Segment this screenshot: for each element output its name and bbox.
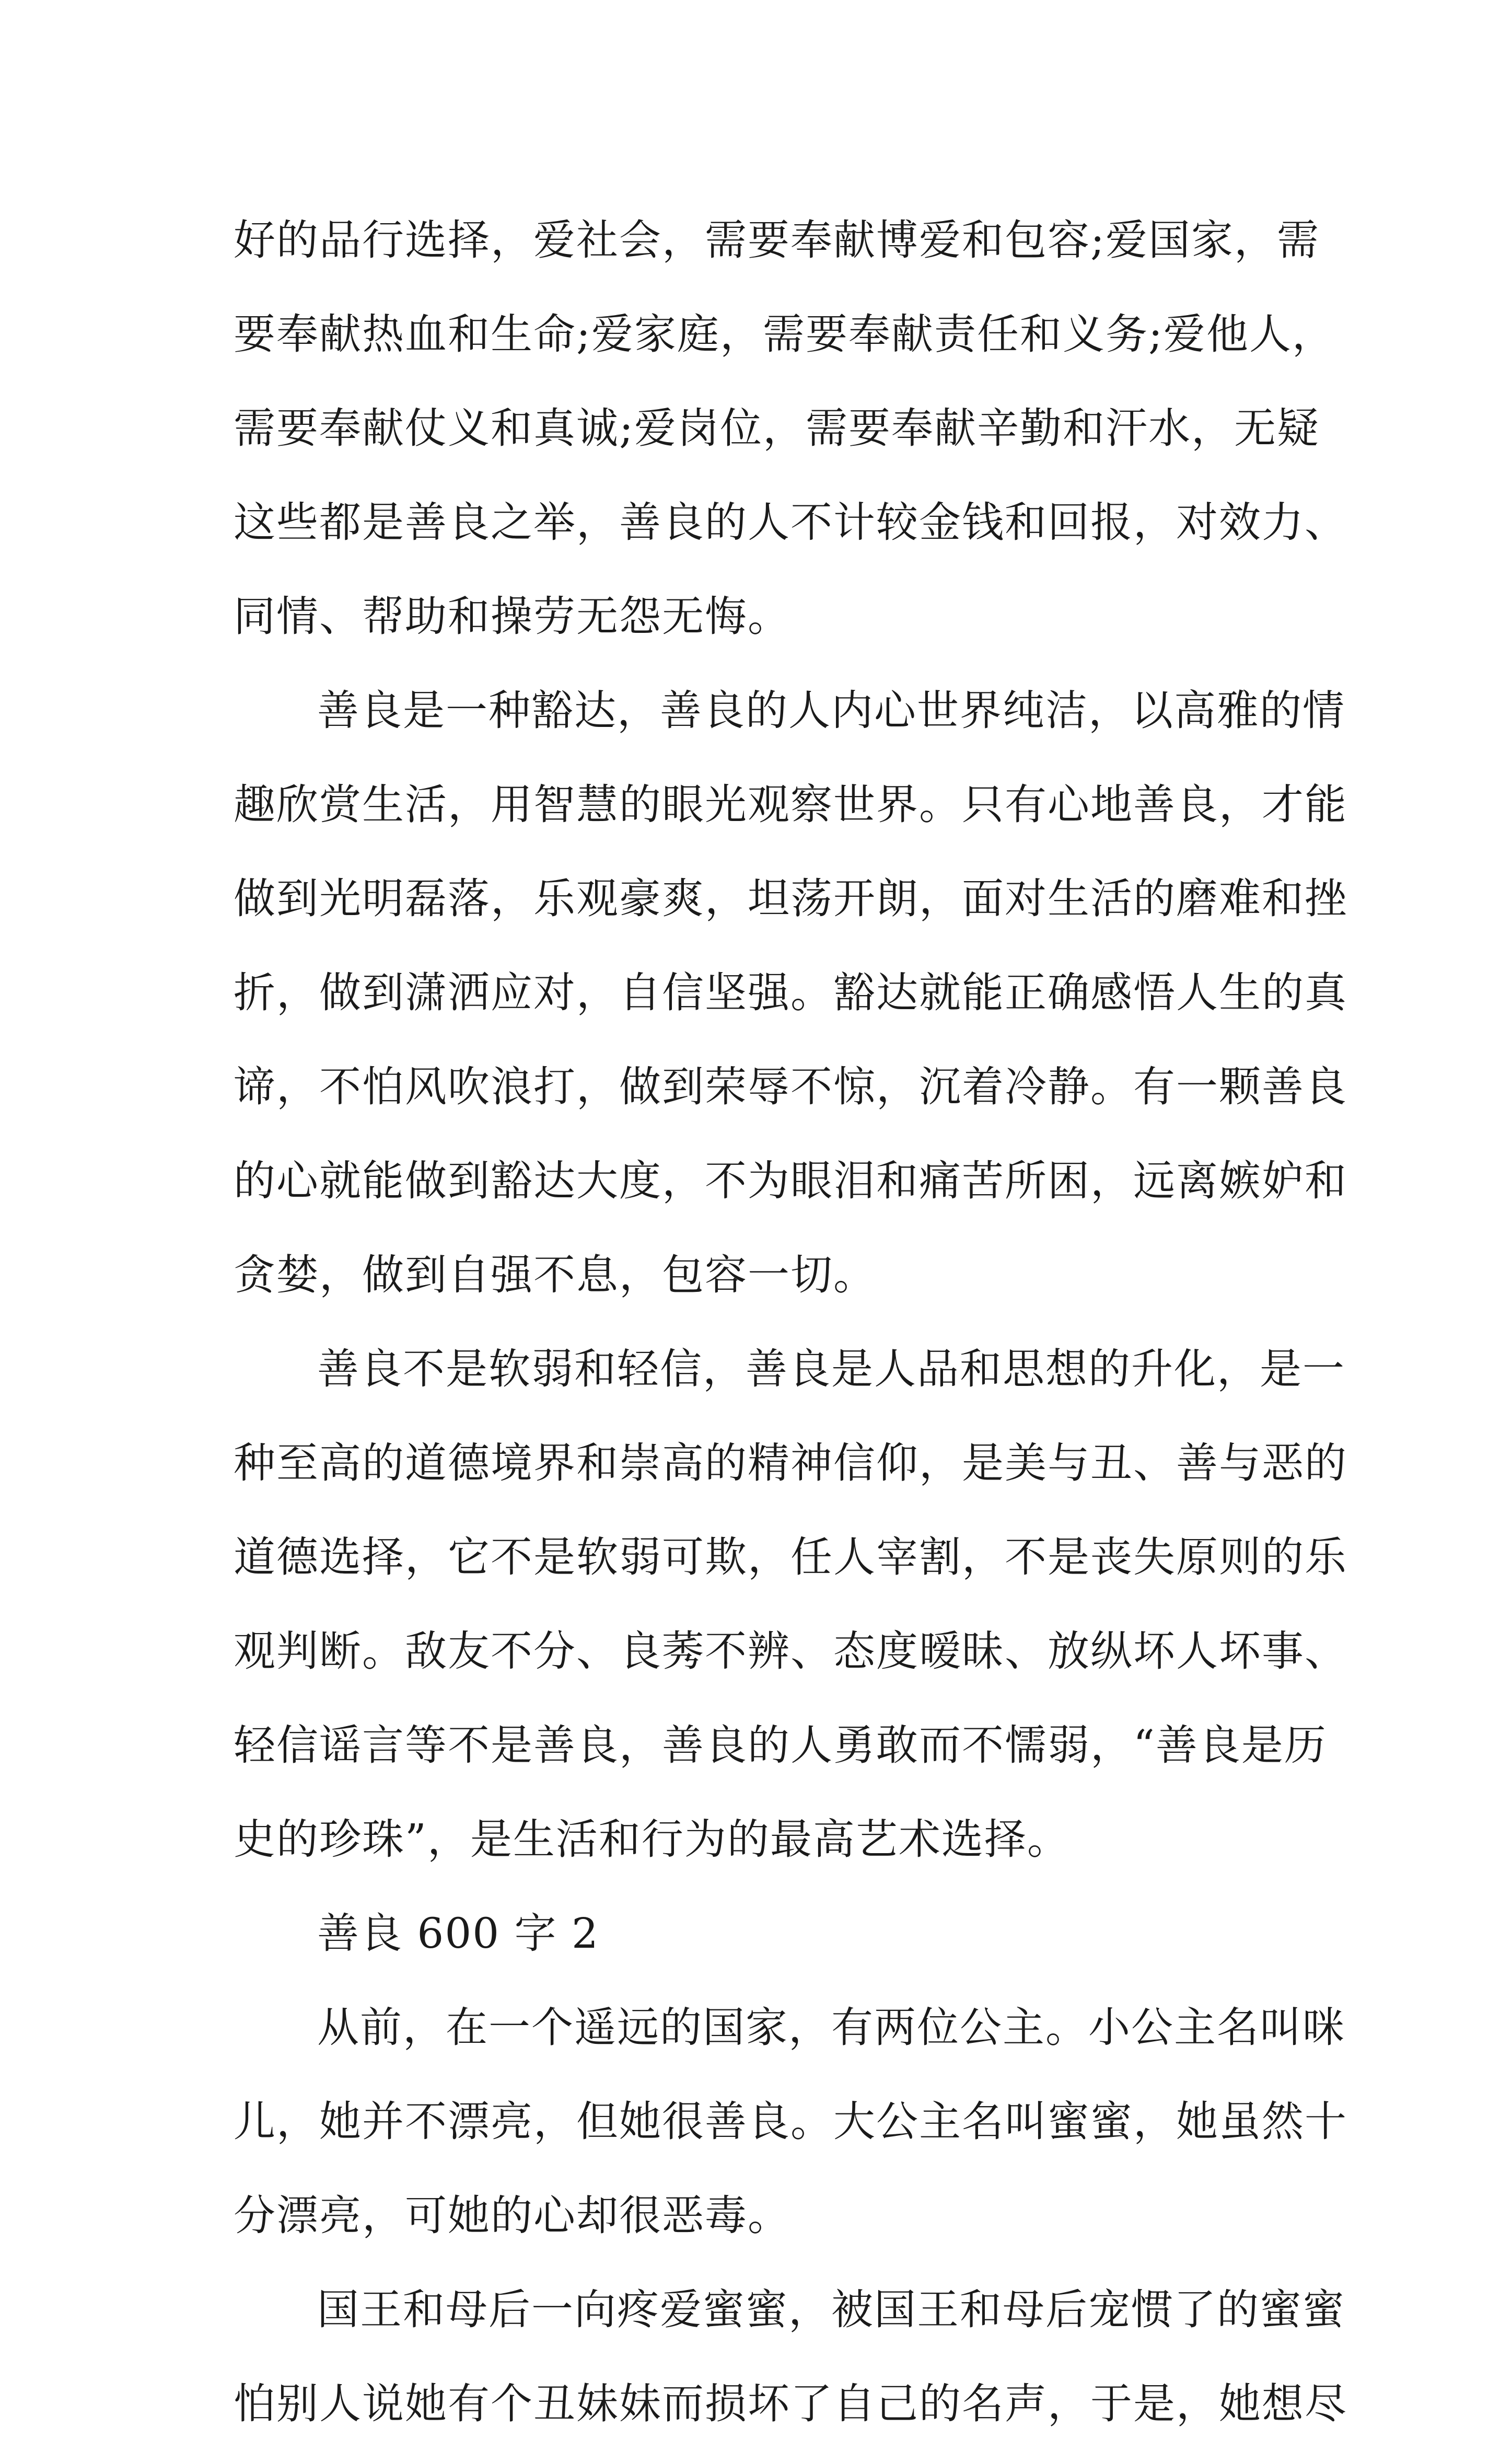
text-line: 善良是一种豁达，善良的人内心世界纯洁，以高雅的情 bbox=[317, 686, 1345, 735]
text-line: 折，做到潇洒应对，自信坚强。豁达就能正确感悟人生的真 bbox=[234, 968, 1347, 1017]
text-line: 善良不是软弱和轻信，善良是人品和思想的升化，是一 bbox=[317, 1345, 1345, 1393]
text-line: 分漂亮，可她的心却很恶毒。 bbox=[234, 2191, 790, 2240]
text-line: 种至高的道德境界和崇高的精神信仰，是美与丑、善与恶的 bbox=[234, 1439, 1347, 1487]
text-line: 好的品行选择，爱社会，需要奉献博爱和包容;爱国家，需 bbox=[234, 216, 1320, 264]
text-line: 道德选择，它不是软弱可欺，任人宰割，不是丧失原则的乐 bbox=[234, 1533, 1347, 1581]
text-line: 趣欣赏生活，用智慧的眼光观察世界。只有心地善良，才能 bbox=[234, 780, 1347, 829]
paragraph bbox=[234, 1322, 1347, 1887]
text-line: 贪婪，做到自强不息，包容一切。 bbox=[234, 1251, 876, 1299]
text-line: 需要奉献仗义和真诚;爱岗位，需要奉献辛勤和汗水，无疑 bbox=[234, 404, 1320, 453]
text-line: 这些都是善良之举，善良的人不计较金钱和回报，对效力、 bbox=[234, 498, 1347, 547]
text-line: 从前，在一个遥远的国家，有两位公主。小公主名叫咪 bbox=[317, 2003, 1345, 2052]
text-line: 轻信谣言等不是善良，善良的人勇敢而不懦弱，“善良是历 bbox=[234, 1721, 1327, 1770]
text-line: 做到光明磊落，乐观豪爽，坦荡开朗，面对生活的磨难和挫 bbox=[234, 874, 1347, 923]
heading-text: 善良 600 字 2 bbox=[317, 1909, 599, 1958]
document-body bbox=[234, 193, 1347, 2451]
paragraph bbox=[234, 193, 1347, 664]
text-line: 国王和母后一向疼爱蜜蜜，被国王和母后宠惯了的蜜蜜 bbox=[317, 2285, 1345, 2334]
paragraph bbox=[234, 664, 1347, 1322]
text-line: 要奉献热血和生命;爱家庭，需要奉献责任和义务;爱他人， bbox=[234, 310, 1335, 359]
paragraph bbox=[234, 2263, 1347, 2451]
section-heading bbox=[234, 1887, 1320, 1981]
paragraph bbox=[234, 1981, 1347, 2263]
text-line: 谛，不怕风吹浪打，做到荣辱不惊，沉着冷静。有一颗善良 bbox=[234, 1062, 1347, 1111]
text-line: 的心就能做到豁达大度，不为眼泪和痛苦所困，远离嫉妒和 bbox=[234, 1157, 1347, 1205]
text-line: 观判断。敌友不分、良莠不辨、态度暧昧、放纵坏人坏事、 bbox=[234, 1627, 1347, 1675]
text-line: 儿，她并不漂亮，但她很善良。大公主名叫蜜蜜，她虽然十 bbox=[234, 2097, 1347, 2146]
text-line: 史的珍珠”，是生活和行为的最高艺术选择。 bbox=[234, 1815, 1070, 1864]
text-line: 怕别人说她有个丑妹妹而损坏了自己的名声，于是，她想尽 bbox=[234, 2379, 1347, 2428]
text-line: 同情、帮助和操劳无怨无悔。 bbox=[234, 592, 790, 641]
